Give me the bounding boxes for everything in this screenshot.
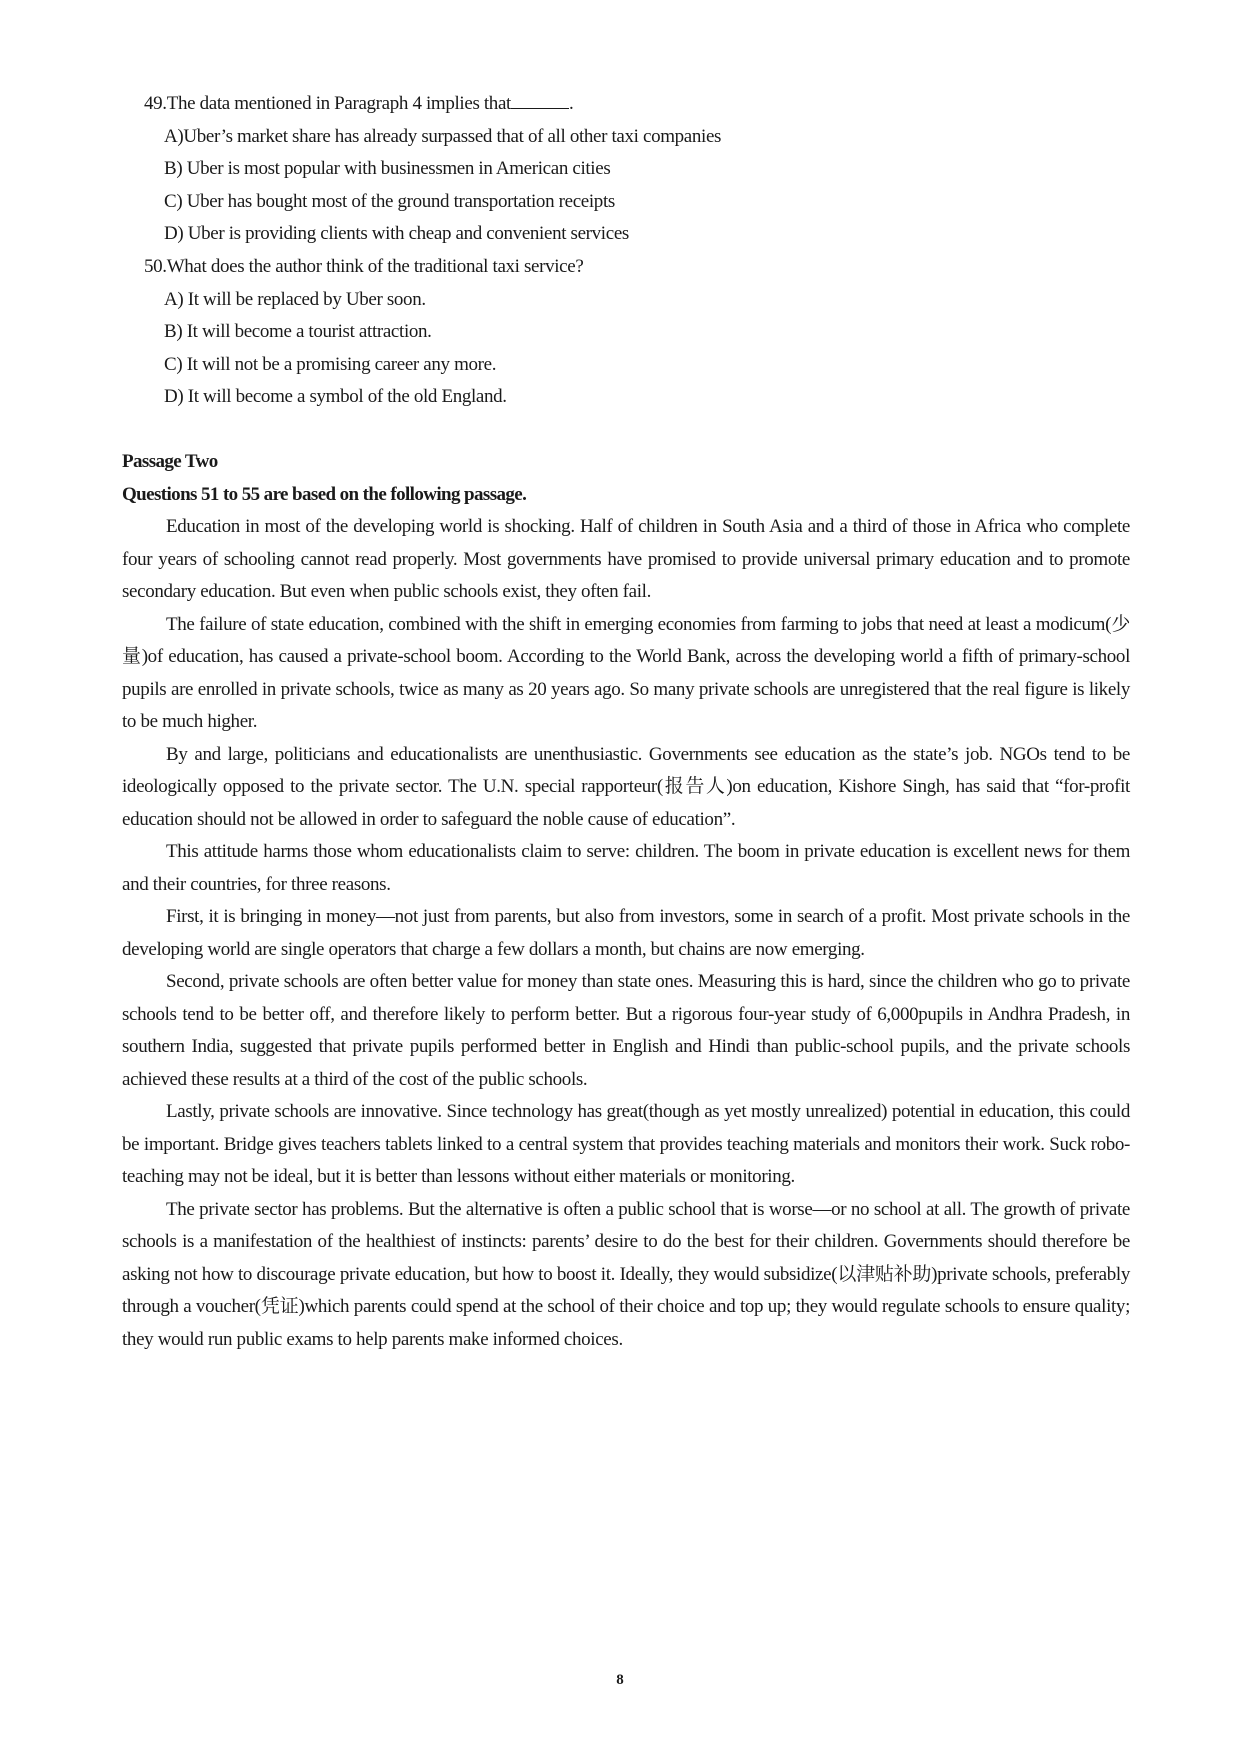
passage-paragraph-3: By and large, politicians and educationalists are unenthusiastic. Governments see education as the state’s job. NGOs tend to be ideologically opposed to the private sector. The U.N. special rapporteur(报告人)on education, Kishore Singh, has said that “for-profit education should not be allowed in order to safeguard the noble cause of education”. [122,743,1130,830]
passage-paragraph-2: The failure of state education, combined with the shift in emerging economies from farming to jobs that need at least a modicum(少量)of education, has caused a private-school boom. According to the World Bank, across the developing world a fifth of primary-school pupils are enrolled in private schools, twice as many as 20 years ago. So many private schools are unregistered that the real figure is likely to be much higher. [122,613,1130,732]
passage-title: Passage Two [122,451,218,472]
question-number: 49. [144,93,167,114]
passage-paragraph-1: Education in most of the developing world is shocking. Half of children in South Asia and a third of those in Africa who complete four years of schooling cannot read properly. Most governments have promised to provide universal primary education and to promote secondary education. But even when public schools exist, they often fail. [122,516,1130,602]
passage-paragraph-4: This attitude harms those whom educationalists claim to serve: children. The boom in private education is excellent news for them and their countries, for three reasons. [122,841,1130,895]
option-b: B) Uber is most popular with businessmen in American cities [164,158,611,179]
answer-blank [511,90,569,109]
option-a: A) It will be replaced by Uber soon. [164,288,426,310]
question-stem [144,251,583,284]
question-50 [144,251,583,414]
page-number: 8 [616,1672,624,1688]
passage-instruction: Questions 51 to 55 are based on the following passage. [122,484,527,505]
passage-paragraph-6: Second, private schools are often better value for money than state ones. Measuring this is hard, since the children who go to private schools tend to be better off, and therefore likely to perform better. But a rigorous four-year study of 6,000pupils in Andhra Pradesh, in southern India, suggested that private pupils performed better in English and Hindi than public-school pupils, and the private schools achieved these results at a third of the cost of the public schools. [122,971,1130,1090]
passage-paragraph-7: Lastly, private schools are innovative. Since technology has great(though as yet mostly unrealized) potential in education, this could be important. Bridge gives teachers tablets linked to a central system that provides teaching materials and monitors their work. Suck robo-teaching may not be ideal, but it is better than lessons without either materials or monitoring. [122,1101,1130,1187]
question-number: 50. [144,256,167,277]
option-b: B) It will become a tourist attraction. [164,321,432,342]
option-c: C) Uber has bought most of the ground transportation receipts [164,190,615,212]
question-text: What does the author think of the traditional taxi service? [166,256,584,277]
passage-paragraph-5: First, it is bringing in money—not just from parents, but also from investors, some in search of a profit. Most private schools in the developing world are single operators that charge a few dollars a month, but chains are now emerging. [122,906,1130,960]
option-d: D) Uber is providing clients with cheap and convenient services [164,223,629,244]
question-text-end: . [568,93,574,114]
question-text: The data mentioned in Paragraph 4 implies that [166,93,511,114]
option-a: A)Uber’s market share has already surpassed that of all other taxi companies [164,125,722,147]
question-49 [144,88,721,251]
option-c: C) It will not be a promising career any more. [164,353,497,375]
option-d: D) It will become a symbol of the old England. [164,386,507,407]
question-stem [144,88,721,121]
passage-body [122,511,1130,1356]
passage-paragraph-8: The private sector has problems. But the alternative is often a public school that is worse—or no school at all. The growth of private schools is a manifestation of the healthiest of instincts: parents’ desire to do the best for their children. Governments should therefore be asking not how to discourage private education, but how to boost it. Ideally, they would subsidize(以津贴补助)private schools, preferably through a voucher(凭证)which parents could spend at the school of their choice and top up; they would regulate schools to ensure quality; they would run public exams to help parents make informed choices. [122,1198,1130,1350]
